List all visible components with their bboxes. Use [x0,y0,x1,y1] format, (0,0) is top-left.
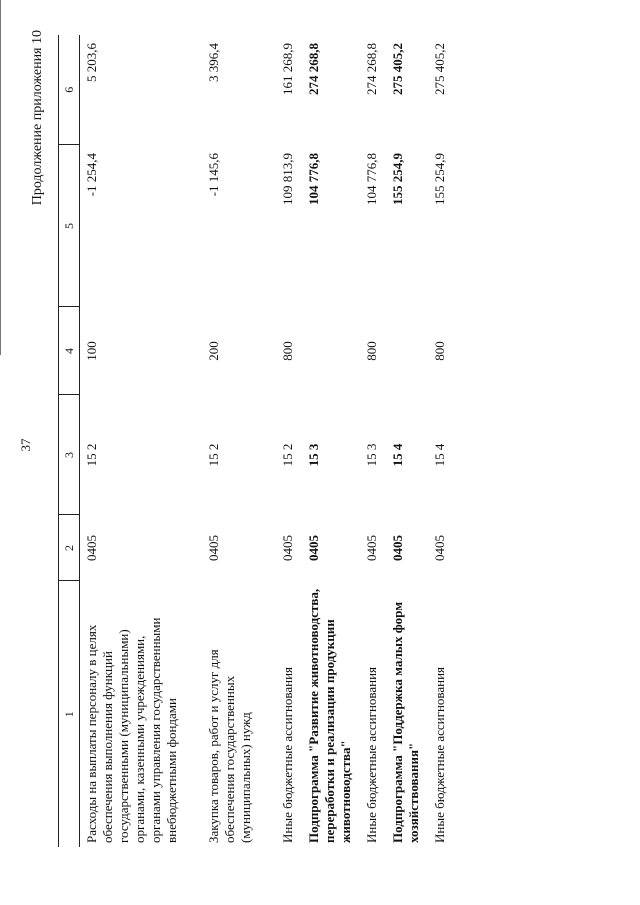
amount-total: 275 405,2 [432,43,447,95]
expense-type: 800 [364,341,379,361]
expense-type [386,307,428,395]
expense-type: 100 [84,341,99,361]
amount-change: -1 145,6 [206,153,221,197]
program-code: 15 2 [280,443,295,467]
amount-total: 274 268,8 [364,43,379,95]
program-code: 15 2 [84,443,99,467]
continuation-label: Продолжение приложения 10 [30,30,45,206]
row-name: Подпрограмма "Развитие животноводства, переработки и реализации продукции животноводства" [306,588,353,843]
top-rule [0,0,1,355]
row-name: Иные бюджетные ассигнования [280,666,295,843]
table-header [59,35,80,847]
table-row [80,35,203,847]
program-code: 15 4 [390,443,405,467]
amount-change: 155 254,9 [390,153,405,205]
page-number: 37 [18,438,33,452]
table-row [276,35,302,847]
table-row [360,35,386,847]
budget-table [58,35,454,847]
amount-change: 155 254,9 [432,153,447,205]
column-header: 4 [59,307,80,395]
program-code: 15 2 [206,443,221,467]
column-header: 2 [59,515,80,581]
amount-change: -1 254,4 [84,153,99,197]
row-name: Подпрограмма "Поддержка малых форм хозяйствования" [390,601,421,843]
section-code: 0405 [432,535,447,561]
column-header: 6 [59,35,80,145]
column-header: 1 [59,581,80,847]
row-name: Закупка товаров, работ и услуг для обеспечения государственных (муниципальных) нужд [206,649,253,843]
table-row-subprogram [386,35,428,847]
program-code: 15 4 [432,443,447,467]
program-code: 15 3 [306,443,321,467]
section-code: 0405 [280,535,295,561]
row-name: Иные бюджетные ассигнования [364,666,379,843]
section-code: 0405 [306,535,321,561]
expense-type: 200 [206,341,221,361]
amount-total: 3 396,4 [206,43,221,82]
amount-total: 5 203,6 [84,43,99,82]
amount-change: 109 813,9 [280,153,295,205]
amount-total: 275 405,2 [390,43,405,95]
column-header: 5 [59,145,80,307]
amount-total: 274 268,8 [306,43,321,95]
table-row [202,35,276,847]
section-code: 0405 [206,535,221,561]
column-header: 3 [59,395,80,515]
row-name: Иные бюджетные ассигнования [432,666,447,843]
expense-type: 800 [280,341,295,361]
program-code: 15 3 [364,443,379,467]
expense-type: 800 [432,341,447,361]
amount-total: 161 268,9 [280,43,295,95]
amount-change: 104 776,8 [364,153,379,205]
amount-change: 104 776,8 [306,153,321,205]
table-row-subprogram [302,35,360,847]
expense-type [302,307,360,395]
section-code: 0405 [390,535,405,561]
section-code: 0405 [84,535,99,561]
row-name: Расходы на выплаты персоналу в целях обеспечения выполнения функций государственными (муниципальными) органами, казенными учреждениями, органами управления государственными внебюджетными фондами [84,617,179,843]
section-code: 0405 [364,535,379,561]
table-row [428,35,454,847]
